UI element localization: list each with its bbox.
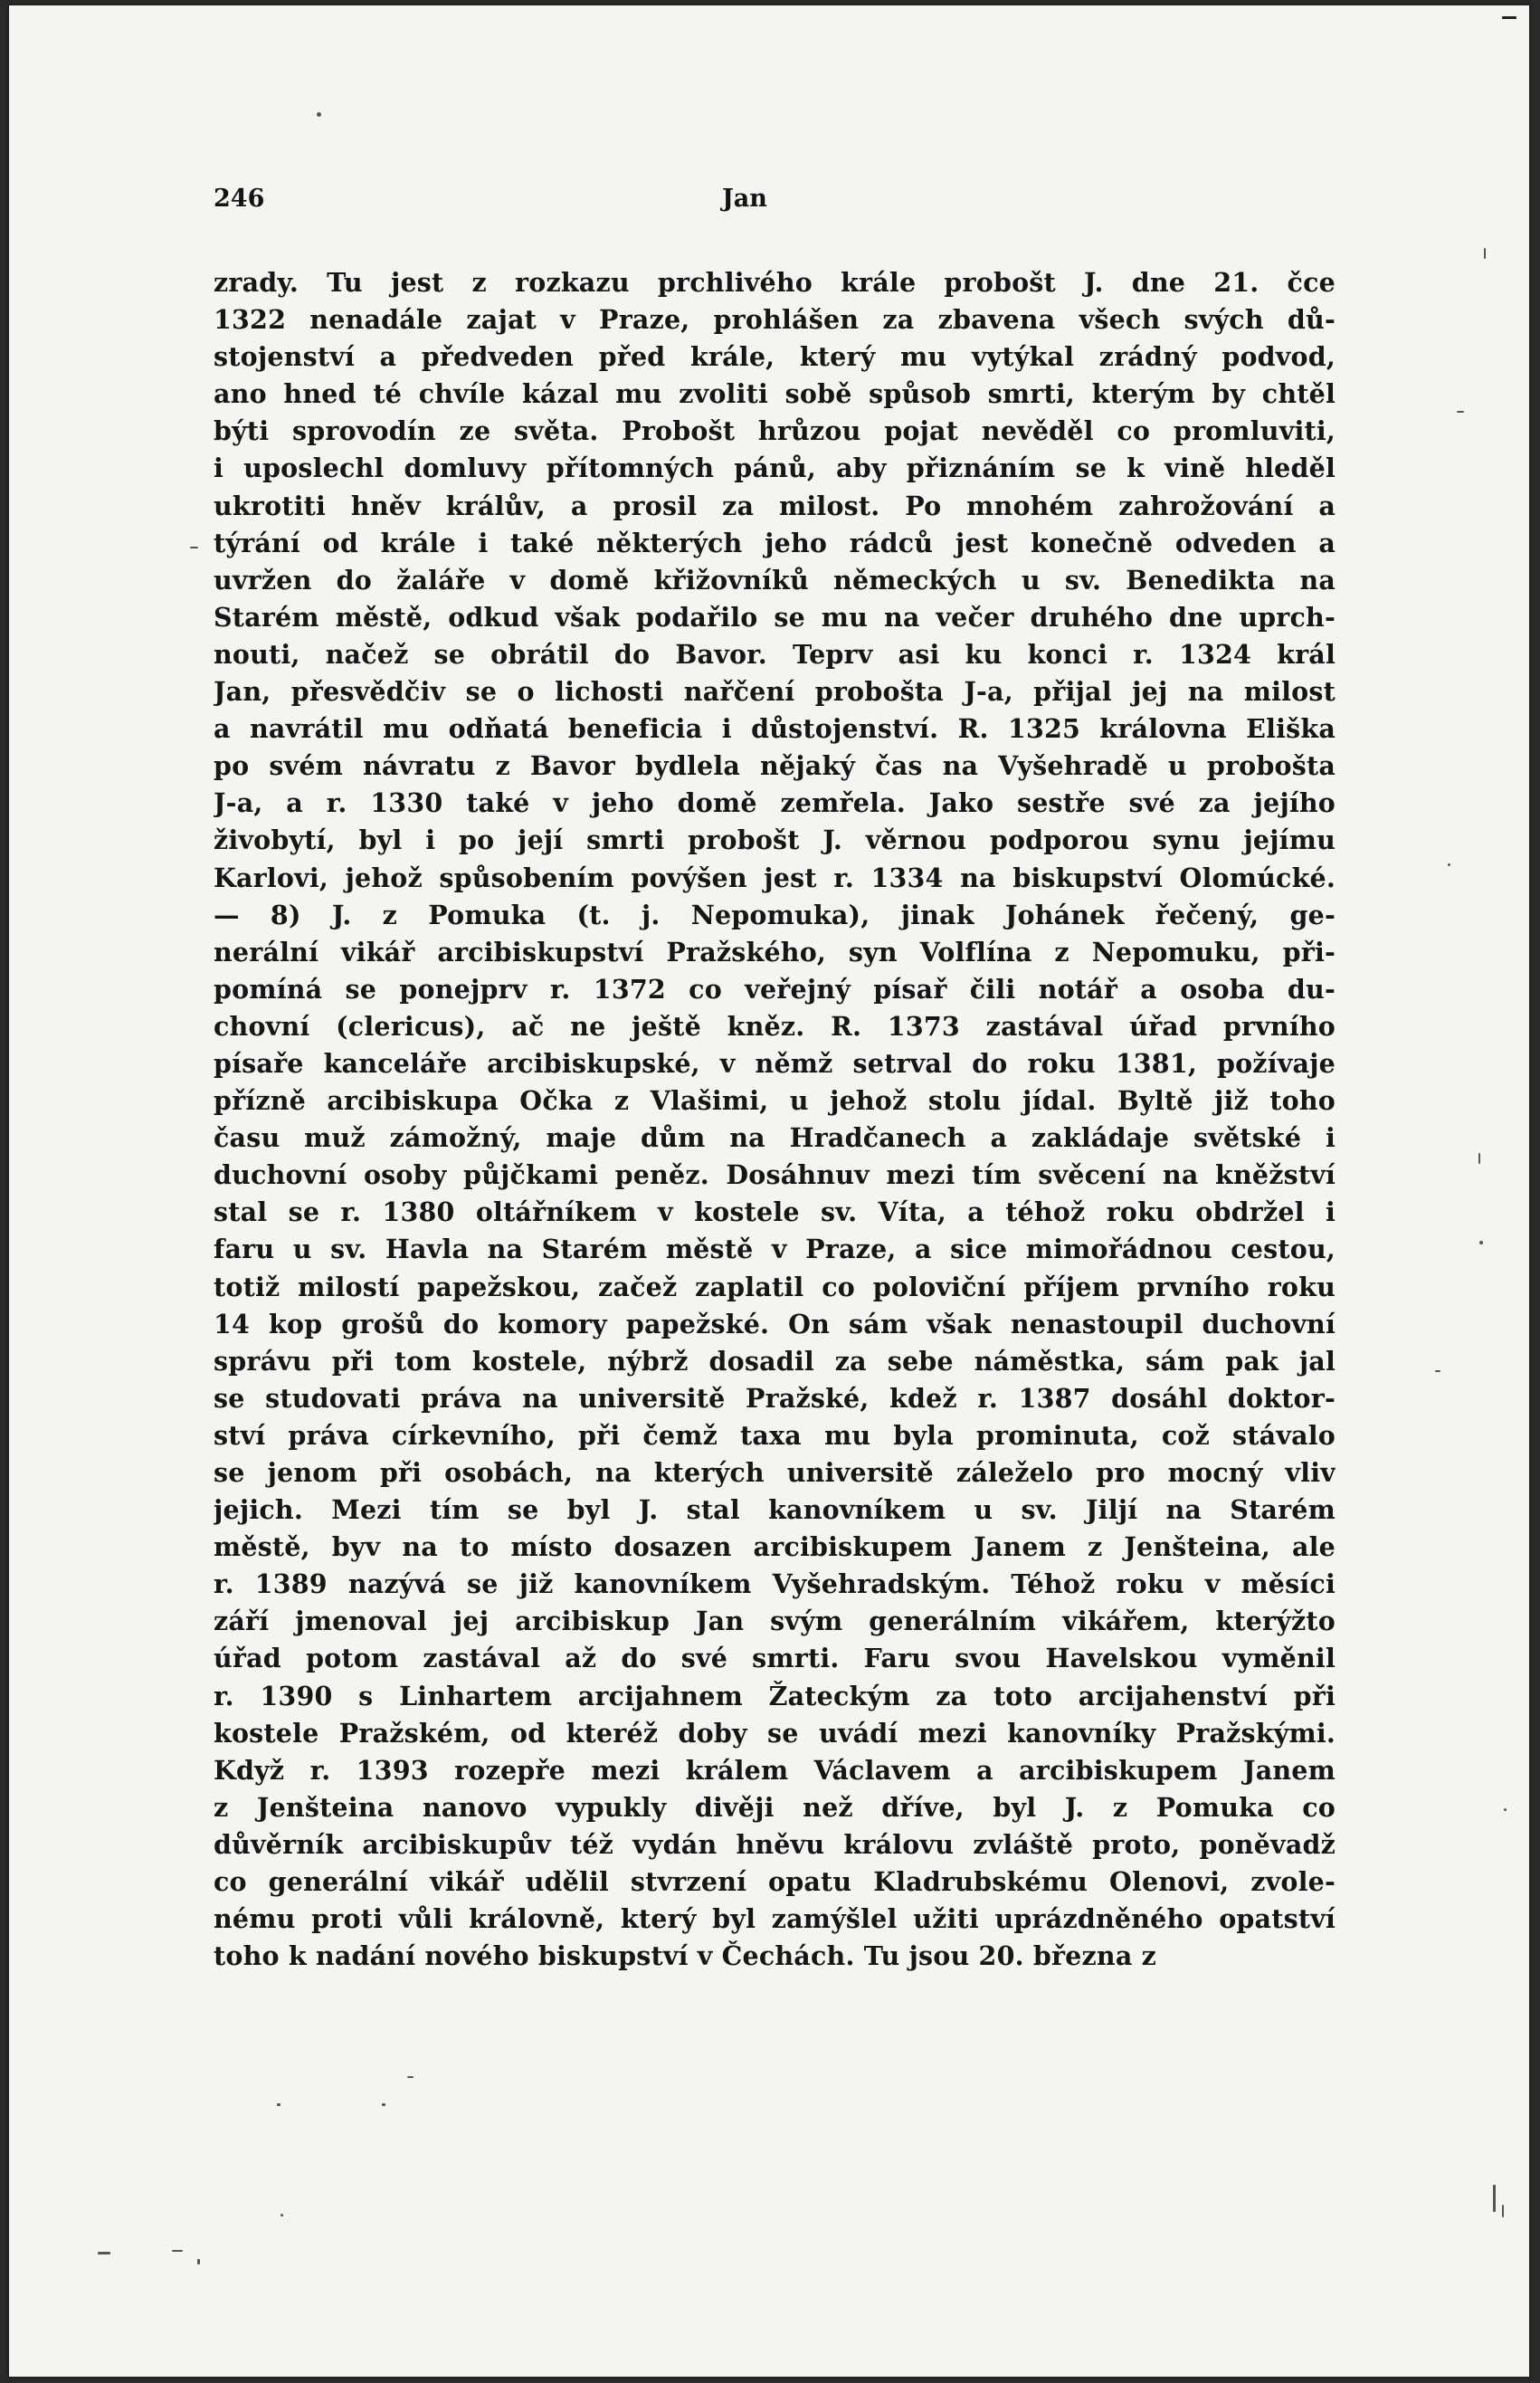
text-line: se jenom při osobách, na kterých universitě záleželo pro mocný vliv (214, 1457, 1336, 1488)
text-line: býti sprovodín ze světa. Probošt hrůzou pojat nevěděl co promluviti, (214, 415, 1336, 447)
scan-speck (1502, 16, 1516, 19)
text-line: faru u sv. Havla na Starém městě v Praze, a sice mimořádnou cestou, (214, 1234, 1336, 1265)
text-line: zrady. Tu jest z rozkazu prchlivého krále probošt J. dne 21. čce (214, 267, 1336, 298)
scan-speck (1448, 863, 1450, 866)
text-line: stojenství a předveden před krále, který mu vytýkal zrádný podvod, (214, 341, 1336, 373)
text-line: nému proti vůli královně, který byl zamýšlel užiti uprázdněného opatství (214, 1903, 1336, 1935)
text-line: po svém návratu z Bavor bydlela nějaký čas na Vyšehradě u probošta (214, 750, 1336, 782)
text-line: důvěrník arcibiskupův též vydán hněvu královu zvláště proto, poněvadž (214, 1828, 1336, 1860)
text-line: přízně arcibiskupa Očka z Vlašimi, u jehož stolu jídal. Byltě již toho (214, 1085, 1336, 1117)
text-line: se studovati práva na universitě Pražské, kdež r. 1387 dosáhl doktor- (214, 1382, 1336, 1414)
text-line: září jmenoval jej arcibiskup Jan svým generálním vikářem, kterýžto (214, 1606, 1336, 1637)
scan-speck (1457, 411, 1464, 413)
text-line: nouti, načež se obrátil do Bavor. Teprv asi ku konci r. 1324 král (214, 638, 1336, 670)
text-line: živobytí, byl i po její smrti probošt J. věrnou podporou synu jejímu (214, 825, 1336, 856)
running-title: Jan (722, 185, 767, 213)
text-line: r. 1389 nazývá se již kanovníkem Vyšehradským. Téhož roku v měsíci (214, 1568, 1336, 1600)
text-line: týrání od krále i také některých jeho rádců jest konečně odveden a (214, 527, 1336, 558)
scan-speck (197, 2259, 200, 2264)
scan-speck (1478, 1153, 1480, 1164)
scan-speck (1493, 2185, 1496, 2212)
text-line: jejich. Mezi tím se byl J. stal kanovníkem u sv. Jiljí na Starém (214, 1494, 1336, 1526)
text-line: ství práva církevního, při čemž taxa mu byla prominuta, což stávalo (214, 1419, 1336, 1451)
scan-speck (190, 547, 198, 548)
text-line: ukrotiti hněv králův, a prosil za milost. Po mnohém zahrožování a (214, 490, 1336, 521)
text-line: z Jenšteina nanovo vypukly divěji než dříve, byl J. z Pomuka co (214, 1791, 1336, 1823)
scan-speck (1479, 1241, 1483, 1244)
book-page (9, 5, 1529, 2377)
text-line: ano hned té chvíle kázal mu zvoliti sobě spůsob smrti, kterým by chtěl (214, 378, 1336, 410)
scan-speck (277, 2103, 280, 2106)
text-line: Starém městě, odkud však podařilo se mu na večer druhého dne uprch- (214, 601, 1336, 633)
scan-speck (1484, 248, 1486, 259)
text-line: — 8) J. z Pomuka (t. j. Nepomuka), jinak Johánek řečený, ge- (214, 899, 1336, 930)
text-line: času muž zámožný, maje dům na Hradčanech a zakládaje světské i (214, 1122, 1336, 1154)
text-line: městě, byv na to místo dosazen arcibiskupem Janem z Jenšteina, ale (214, 1531, 1336, 1563)
text-line: písaře kanceláře arcibiskupské, v němž setrval do roku 1381, požívaje (214, 1047, 1336, 1079)
scan-speck (407, 2076, 414, 2078)
scan-speck (98, 2252, 110, 2254)
scan-speck (1502, 2205, 1504, 2217)
text-line: Když r. 1393 rozepře mezi králem Václavem a arcibiskupem Janem (214, 1754, 1336, 1786)
scan-speck (172, 2250, 183, 2252)
scan-speck (382, 2103, 385, 2106)
text-line: stal se r. 1380 oltářníkem v kostele sv. Víta, a téhož roku obdržel i (214, 1196, 1336, 1228)
text-line: 14 kop grošů do komory papežské. On sám však nenastoupil duchovní (214, 1308, 1336, 1339)
scan-speck (1504, 1808, 1507, 1811)
scan-speck (280, 2214, 283, 2216)
body-text (214, 264, 1336, 1975)
text-line: uvržen do žaláře v domě křižovníků německých u sv. Benedikta na (214, 564, 1336, 596)
text-line: i uposlechl domluvy přítomných pánů, aby přiznáním se k vině hleděl (214, 453, 1336, 484)
text-line: 1322 nenadále zajat v Praze, prohlášen za zbavena všech svých dů- (214, 304, 1336, 336)
text-line: totiž milostí papežskou, začež zaplatil co poloviční příjem prvního roku (214, 1271, 1336, 1302)
text-line: a navrátil mu odňatá beneficia i důstojenství. R. 1325 královna Eliška (214, 713, 1336, 745)
text-line: Karlovi, jehož spůsobením povýšen jest r. 1334 na biskupství Olomúcké. (214, 862, 1336, 893)
running-head (214, 185, 1336, 221)
text-line: co generální vikář udělil stvrzení opatu Kladrubskému Olenovi, zvole- (214, 1866, 1336, 1898)
text-line: úřad potom zastával až do své smrti. Faru svou Havelskou vyměnil (214, 1643, 1336, 1674)
text-line: nerální vikář arcibiskupství Pražského, syn Volflína z Nepomuku, při- (214, 936, 1336, 967)
scan-speck (317, 112, 321, 117)
text-line: duchovní osoby půjčkami peněz. Dosáhnuv mezi tím svěcení na kněžství (214, 1159, 1336, 1191)
text-line: chovní (clericus), ač ne ještě kněz. R. 1373 zastával úřad prvního (214, 1010, 1336, 1042)
text-line: pomíná se ponejprv r. 1372 co veřejný písař čili notář a osoba du- (214, 973, 1336, 1005)
text-line: r. 1390 s Linhartem arcijahnem Žateckým za toto arcijahenství při (214, 1680, 1336, 1711)
text-line: Jan, přesvědčiv se o lichosti nařčení probošta J-a, přijal jej na milost (214, 676, 1336, 708)
scan-speck (1435, 1370, 1440, 1372)
text-line: správu při tom kostele, nýbrž dosadil za sebe náměstka, sám pak jal (214, 1345, 1336, 1377)
text-line: kostele Pražském, od kteréž doby se uvádí mezi kanovníky Pražskými. (214, 1717, 1336, 1749)
page-number: 246 (214, 185, 265, 213)
text-line: toho k nadání nového biskupství v Čechách. Tu jsou 20. března z (214, 1940, 1156, 1972)
text-line: J-a, a r. 1330 také v jeho domě zemřela. Jako sestře své za jejího (214, 787, 1336, 819)
